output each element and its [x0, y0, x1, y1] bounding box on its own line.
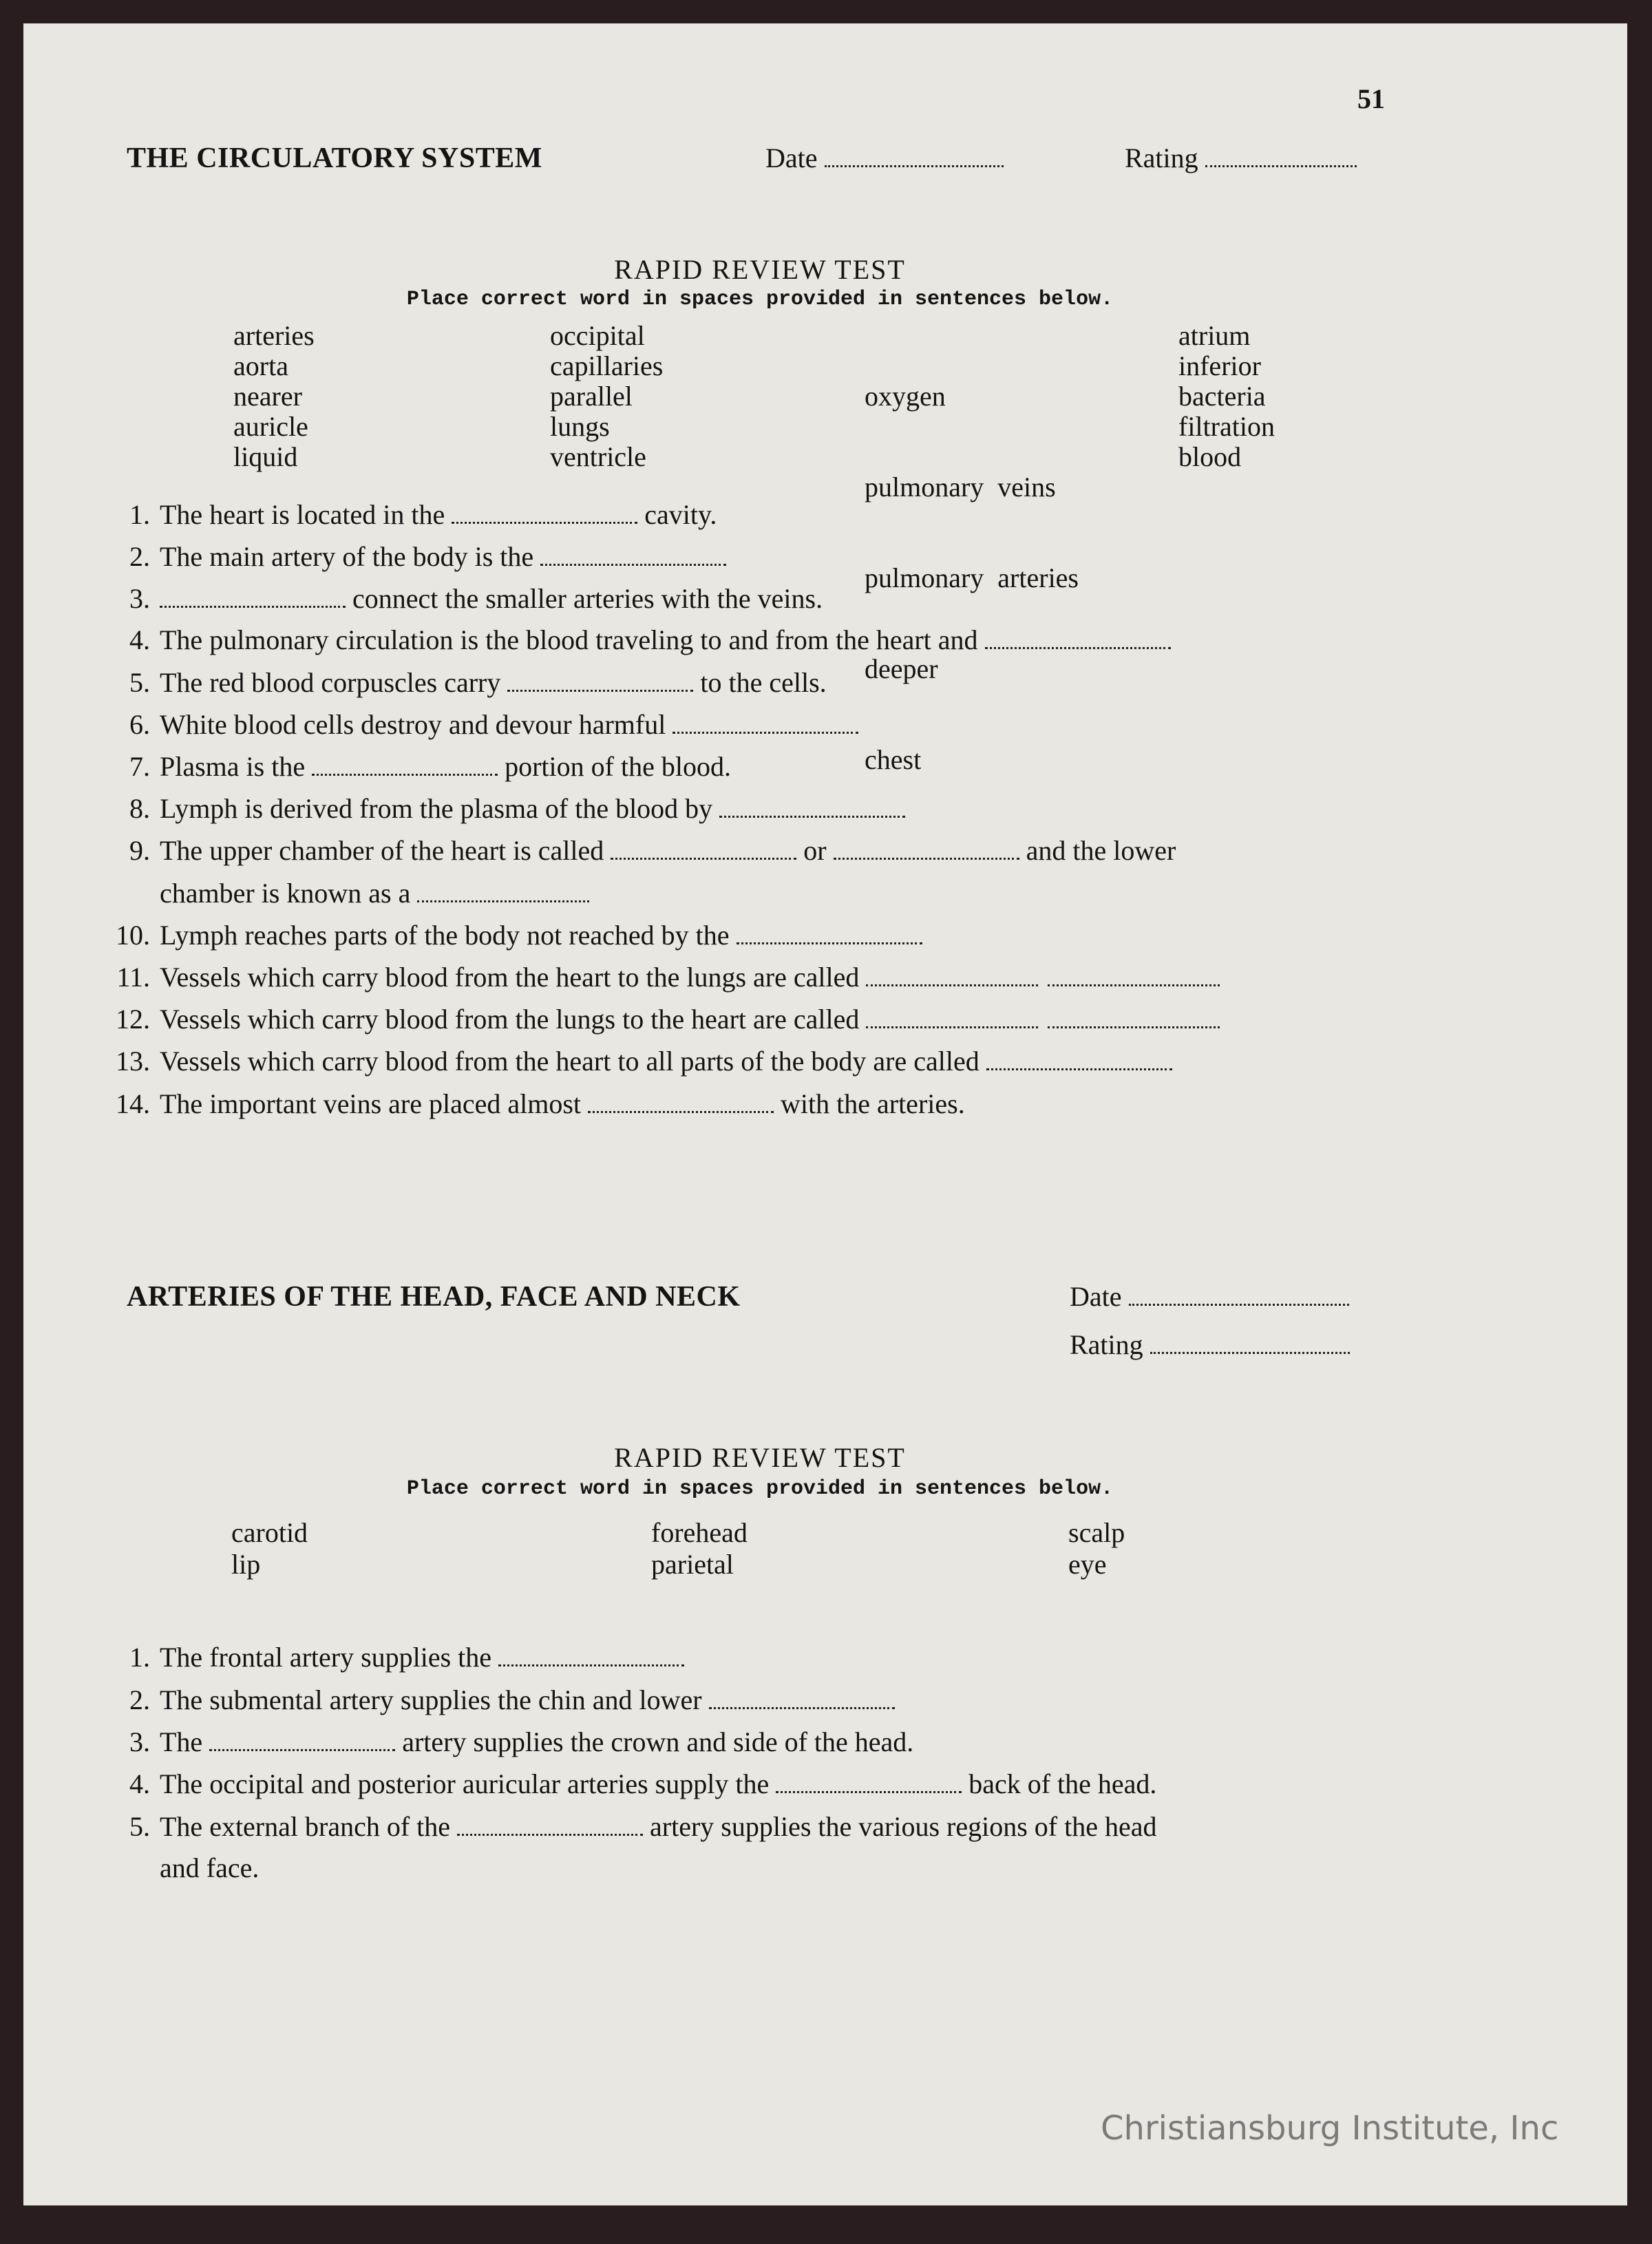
question-text: portion of the blood. [505, 751, 731, 782]
word-bank-word: filtration [1178, 411, 1275, 442]
question-text: chamber is known as a [160, 878, 411, 909]
question-text: The upper chamber of the heart is called [160, 835, 604, 866]
question-text: with the arteries. [781, 1088, 965, 1119]
question-text: cavity. [644, 499, 717, 530]
word-bank-word: deeper [865, 653, 938, 684]
answer-blank[interactable] [776, 1790, 962, 1793]
question-row [92, 708, 865, 741]
section2-rating-label: Rating [1070, 1329, 1143, 1360]
question-text: The pulmonary circulation is the blood traveling to and from the heart and [160, 624, 978, 655]
question-number: 13. [116, 1046, 150, 1077]
question-text: The external branch of the [160, 1811, 451, 1842]
word-bank-word: occipital [550, 320, 645, 351]
section1-rating-blank[interactable] [1205, 165, 1357, 167]
answer-blank[interactable] [709, 1706, 895, 1709]
word-bank-column [231, 1517, 308, 1580]
question-row [92, 1641, 691, 1673]
question-text: Vessels which carry blood from the heart to the lungs are called [160, 962, 860, 993]
section1-date-label: Date [765, 142, 818, 173]
question-text: connect the smaller arteries with the veins. [352, 583, 823, 614]
answer-blank[interactable] [719, 815, 905, 818]
word-bank-word: arteries [233, 320, 315, 351]
question-number: 3. [129, 1726, 150, 1757]
question-number: 6. [129, 709, 150, 740]
answer-blank[interactable] [1048, 1026, 1220, 1028]
question-text: Plasma is the [160, 751, 306, 782]
word-bank-word: pulmonary arteries [865, 562, 1079, 593]
question-text: The main artery of the body is the [160, 541, 534, 572]
section2-date-blank[interactable] [1129, 1303, 1349, 1306]
question-row [92, 1003, 1227, 1035]
question-text: artery supplies the various regions of the head [650, 1811, 1157, 1842]
question-row [92, 961, 1227, 993]
question-row [92, 792, 912, 825]
answer-blank[interactable] [540, 563, 726, 566]
answer-blank[interactable] [507, 689, 693, 692]
question-number: 7. [129, 751, 150, 782]
question-number: 14. [116, 1088, 150, 1119]
question-text: or [803, 835, 827, 866]
answer-blank[interactable] [209, 1748, 395, 1751]
question-text: The occipital and posterior auricular arteries supply the [160, 1768, 770, 1799]
answer-blank[interactable] [985, 646, 1171, 649]
question-text: Lymph reaches parts of the body not reached by the [160, 920, 730, 951]
question-text: Vessels which carry blood from the lungs to the heart are called [160, 1004, 860, 1035]
answer-blank[interactable] [452, 521, 637, 524]
answer-blank[interactable] [312, 773, 498, 776]
page-number: 51 [1357, 83, 1385, 114]
question-row [92, 540, 733, 573]
section2-title: ARTERIES OF THE HEAD, FACE AND NECK [127, 1281, 741, 1313]
worksheet-page [23, 23, 1627, 2205]
word-bank-word: lungs [550, 411, 610, 442]
question-row [92, 1684, 902, 1716]
answer-blank[interactable] [498, 1664, 684, 1666]
word-bank-column [1178, 321, 1275, 472]
watermark: Christiansburg Institute, Inc [1101, 2109, 1559, 2148]
word-bank-word: lip [231, 1549, 261, 1580]
answer-blank[interactable] [611, 857, 796, 860]
section2-rating-blank[interactable] [1150, 1351, 1350, 1354]
question-text: The frontal artery supplies the [160, 1642, 492, 1673]
answer-blank[interactable] [457, 1833, 643, 1836]
question-text: to the cells. [700, 667, 827, 698]
question-text: Lymph is derived from the plasma of the blood by [160, 793, 713, 824]
question-row [92, 624, 1178, 656]
word-bank-word: liquid [233, 441, 298, 472]
question-row [92, 1045, 1179, 1077]
answer-blank[interactable] [834, 857, 1019, 860]
word-bank-word: bacteria [1178, 381, 1266, 412]
question-number: 8. [129, 793, 150, 824]
question-row [92, 750, 731, 783]
question-number: 5. [129, 1811, 150, 1842]
answer-blank[interactable] [417, 900, 589, 902]
section1-heading: RAPID REVIEW TEST [614, 254, 906, 285]
section1-date-field [765, 142, 1010, 174]
question-text: The red blood corpuscles carry [160, 667, 501, 698]
word-bank-word: auricle [233, 411, 308, 442]
question-row [92, 834, 1176, 867]
question-number: 3. [129, 583, 150, 614]
word-bank-word: scalp [1068, 1517, 1125, 1548]
word-bank-word: oxygen [865, 381, 946, 412]
question-number: 2. [129, 541, 150, 572]
question-text: White blood cells destroy and devour harmful [160, 709, 666, 740]
question-number: 1. [129, 499, 150, 530]
question-text: The [160, 1726, 203, 1757]
question-number: 5. [129, 667, 150, 698]
section2-instructions: Place correct word in spaces provided in sentences below. [406, 1477, 1114, 1501]
question-row [92, 498, 717, 531]
section2-heading: RAPID REVIEW TEST [614, 1442, 906, 1473]
question-number: 2. [129, 1684, 150, 1715]
word-bank-word: eye [1068, 1549, 1107, 1580]
section2-date-field [1070, 1280, 1356, 1313]
section2-rating-field [1070, 1329, 1357, 1361]
answer-blank[interactable] [866, 984, 1038, 986]
word-bank-column [651, 1517, 748, 1580]
question-number: 10. [116, 920, 150, 951]
answer-blank[interactable] [737, 942, 922, 944]
question-row [92, 1726, 913, 1758]
word-bank-word: inferior [1178, 350, 1261, 381]
question-row [92, 1810, 1156, 1843]
word-bank-word: chest [865, 744, 922, 775]
question-text: artery supplies the crown and side of the head. [402, 1726, 914, 1757]
answer-blank[interactable] [1048, 984, 1220, 986]
question-text: The submental artery supplies the chin and lower [160, 1684, 702, 1715]
question-text: and face. [160, 1852, 260, 1883]
question-row [92, 1768, 1156, 1800]
question-row-continuation [160, 1852, 259, 1884]
question-text: and the lower [1026, 835, 1176, 866]
word-bank-word: parallel [550, 381, 633, 412]
question-text: The important veins are placed almost [160, 1088, 582, 1119]
word-bank-column [233, 321, 315, 472]
answer-blank[interactable] [588, 1110, 774, 1113]
word-bank-column [550, 321, 663, 472]
question-text: The heart is located in the [160, 499, 445, 530]
word-bank-word: aorta [233, 350, 288, 381]
answer-blank[interactable] [866, 1026, 1038, 1028]
question-row [92, 582, 823, 615]
word-bank-word: pulmonary veins [865, 472, 1056, 502]
word-bank-word: carotid [231, 1517, 308, 1548]
answer-blank[interactable] [673, 731, 858, 734]
question-number: 12. [116, 1004, 150, 1035]
section1-instructions: Place correct word in spaces provided in sentences below. [406, 288, 1114, 311]
answer-blank[interactable] [986, 1068, 1172, 1070]
word-bank-word: blood [1178, 441, 1242, 472]
word-bank-word: atrium [1178, 320, 1251, 351]
word-bank-word: nearer [233, 381, 302, 412]
section1-title: THE CIRCULATORY SYSTEM [127, 142, 542, 174]
word-bank-column [865, 321, 1079, 836]
word-bank-word: parietal [651, 1549, 734, 1580]
question-text: back of the head. [968, 1768, 1157, 1799]
section2-date-label: Date [1070, 1281, 1122, 1312]
question-number: 1. [129, 1642, 150, 1673]
question-row [92, 919, 929, 951]
question-number: 4. [129, 624, 150, 655]
section1-date-blank[interactable] [825, 165, 1004, 167]
question-number: 11. [116, 962, 150, 993]
question-row-continuation [160, 877, 596, 909]
word-bank-word: capillaries [550, 350, 664, 381]
question-number: 4. [129, 1768, 150, 1799]
word-bank-word: ventricle [550, 441, 646, 472]
word-bank-column [1068, 1517, 1125, 1580]
section1-rating-field [1125, 142, 1364, 174]
question-text: Vessels which carry blood from the heart to all parts of the body are called [160, 1046, 979, 1077]
question-row [92, 1088, 965, 1120]
question-number: 9. [129, 835, 150, 866]
question-row [92, 666, 827, 699]
section1-rating-label: Rating [1125, 142, 1198, 173]
word-bank-word: forehead [651, 1517, 748, 1548]
answer-blank[interactable] [160, 605, 346, 608]
